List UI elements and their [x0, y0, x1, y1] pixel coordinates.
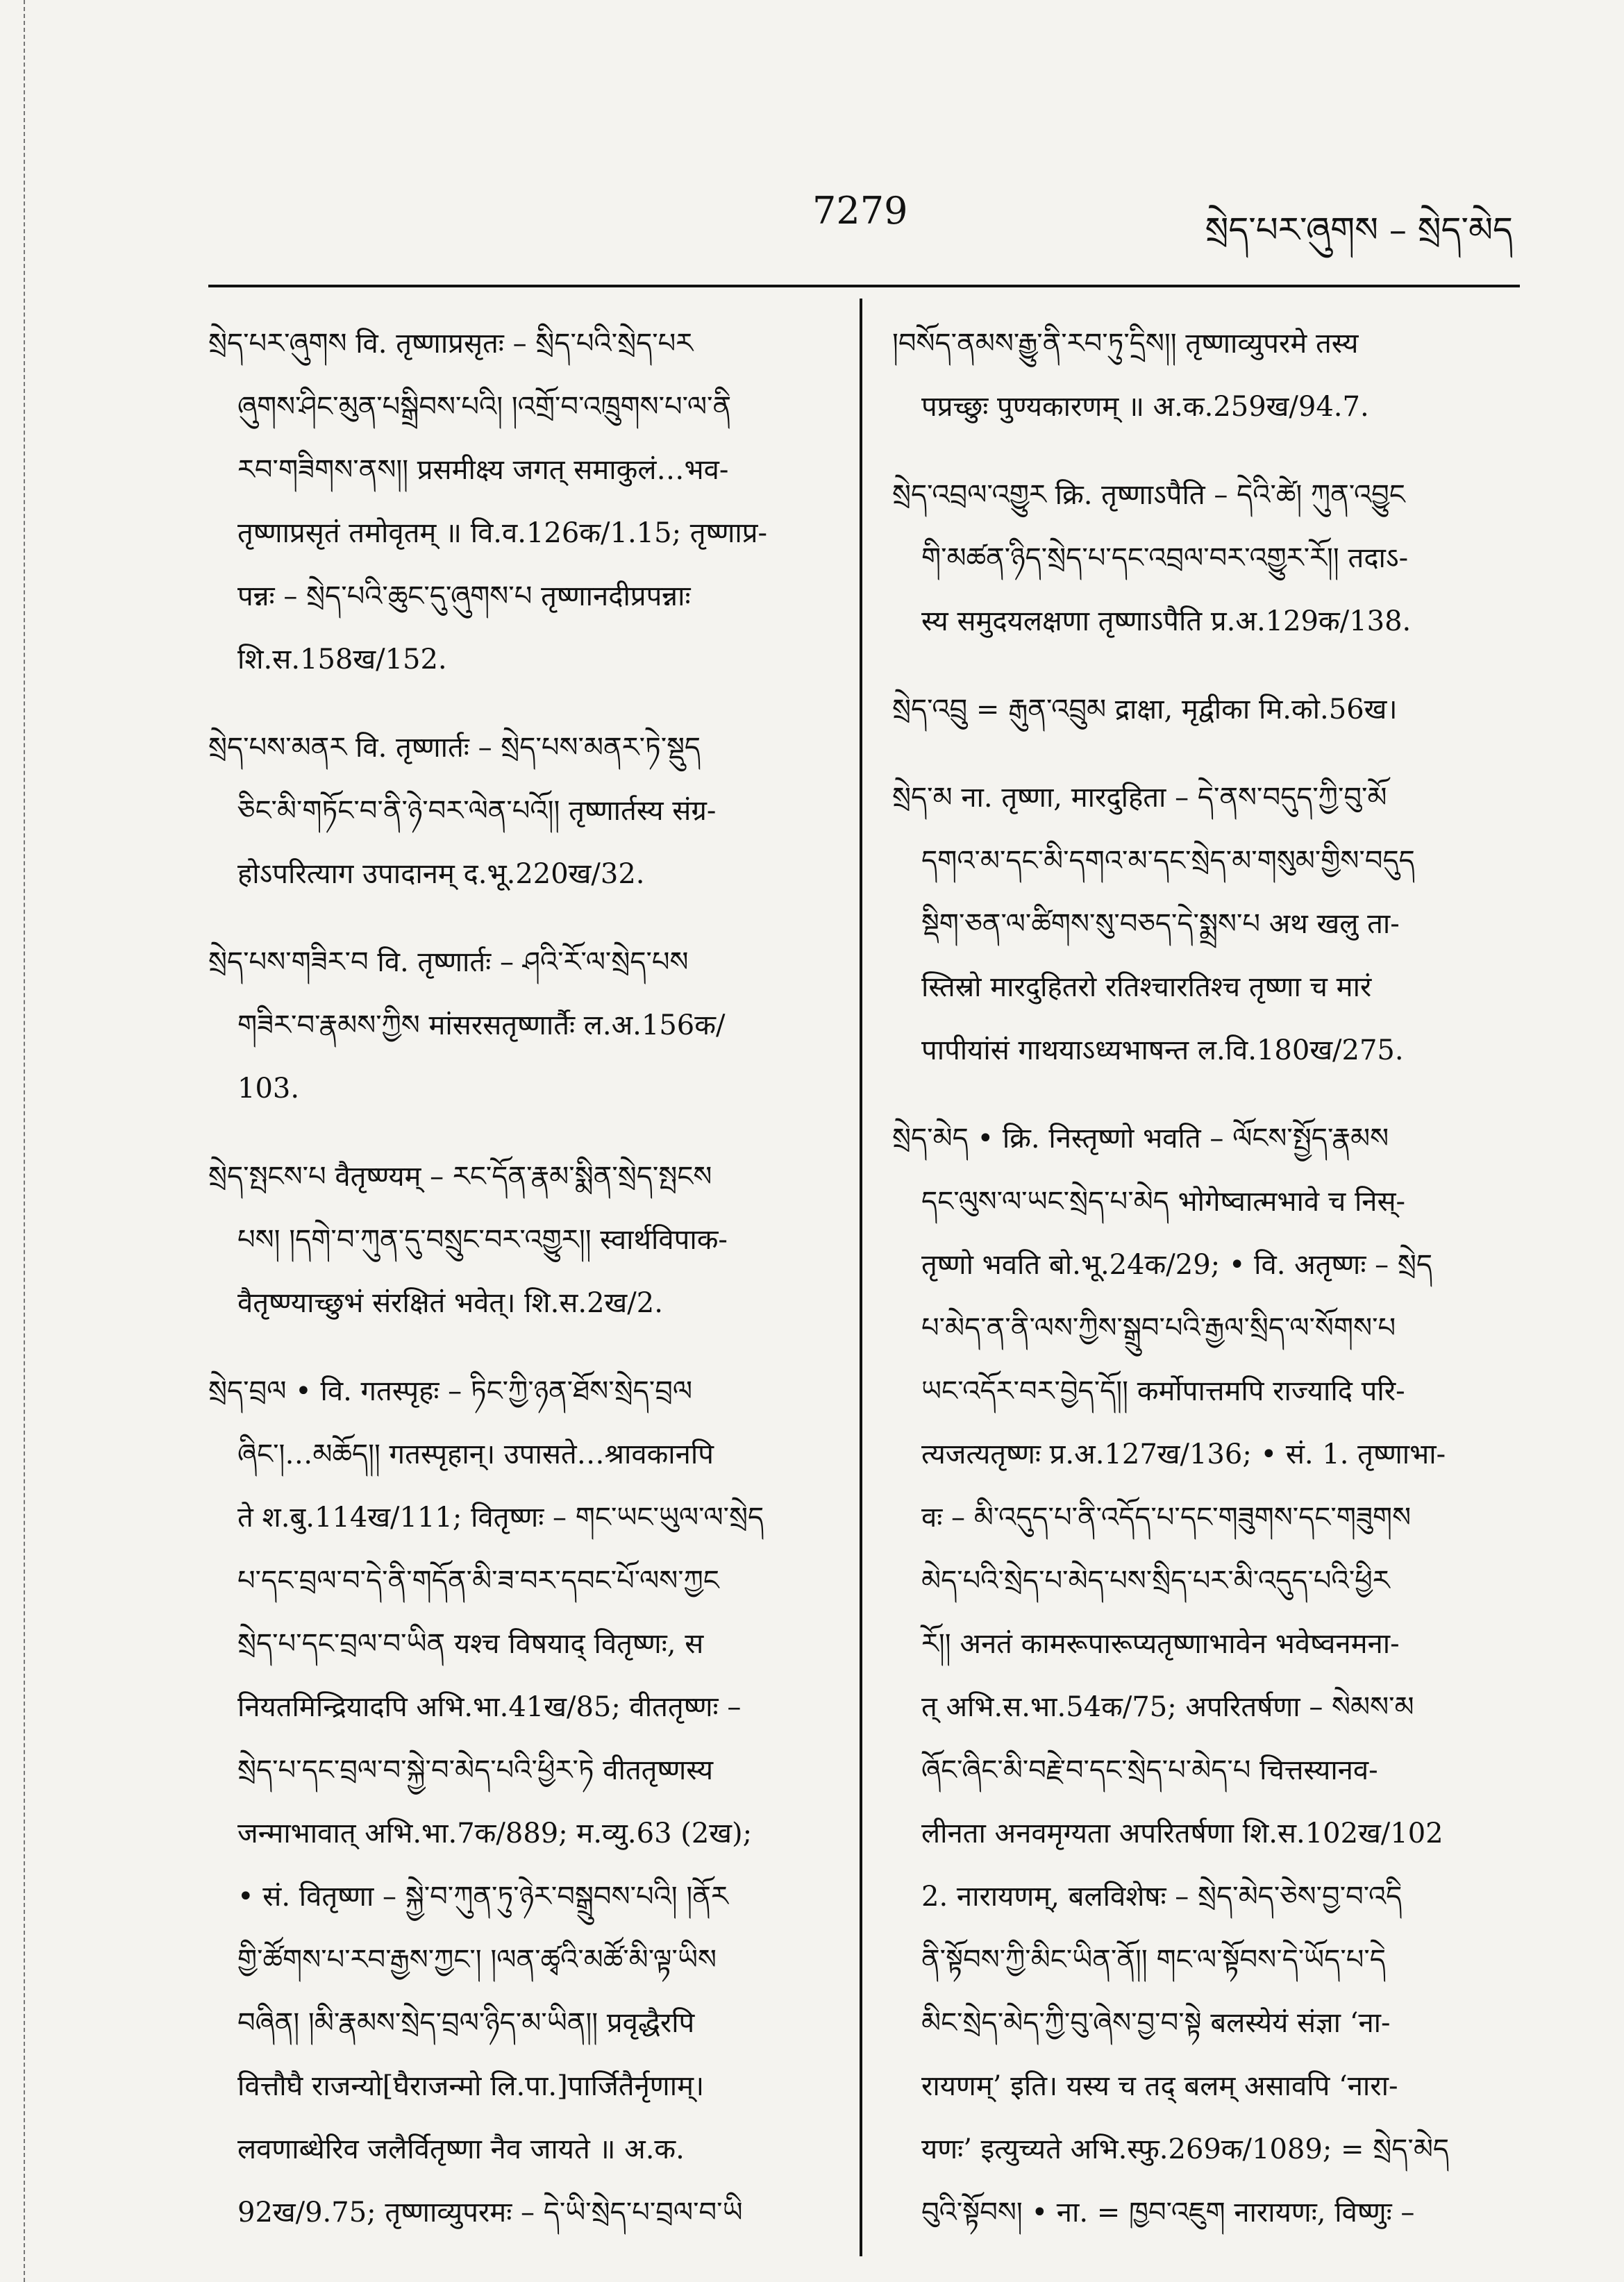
dictionary-entry: [892, 766, 1517, 1082]
entry-line: སྲེད་འབྲུ = རྒུན་འབྲུམ द्राक्षा, मृद्वीका मि.को.56ख।: [892, 694, 1398, 725]
entry-line: རོ།། अनतं कामरूपारूप्यतृष्णाभावेन भवेष्वनमना-: [921, 1628, 1400, 1660]
entry-line: नियतमिन्द्रियादपि अभि.भा.41ख/85; वीततृष्णः –: [237, 1691, 742, 1723]
dictionary-entry: [208, 716, 833, 906]
entry-line: शि.स.158ख/152.: [237, 644, 447, 676]
entry-line: ནི་སྟོབས་ཀྱི་མིང་ཡིན་ནོ།། གང་ལ་སྟོབས་དེ་ཡོད་པ་དེ: [921, 1944, 1386, 1976]
entry-line: སྲེད་པར་ཞུགས वि. तृष्णाप्रसृतः – སྲིད་པའི་སྲེད་པར: [208, 328, 694, 360]
running-head: སྲེད་པར་ཞུགས – སྲེད་མེད: [1205, 210, 1513, 250]
entry-line: དགའ་མ་དང་མི་དགའ་མ་དང་སྲེད་མ་གསུམ་གྱིས་བདུད: [921, 845, 1415, 877]
left-column: [208, 312, 833, 2270]
header-rule: [208, 285, 1520, 287]
entry-line: སྲེད་པ་དང་བྲལ་བ་ཡིན यश्च विषयाद् वितृष्णः, स: [237, 1628, 704, 1660]
entry-line: གྱི་ཚོགས་པ་རབ་རྒྱས་ཀྱང་། །ལན་ཚྭའི་མཚོ་མི་ལྟ་ཡིས: [237, 1944, 717, 1976]
page-header: [208, 189, 1513, 251]
entry-line: 103.: [237, 1073, 300, 1105]
entry-line: वैतृष्ण्याच्छुभं संरक्षितं भवेत्। शि.स.2ख/2.: [237, 1287, 663, 1319]
right-column: [892, 312, 1517, 2270]
entry-line: 2. नारायणम्, बलविशेषः – སྲེད་མེད་ཅེས་བྱ་བ་འདི: [921, 1881, 1403, 1913]
entry-line: །བསོད་ནམས་རྒྱུ་ནི་རབ་ཏུ་དྲིས།། तृष्णाव्युपरमे तस्य: [892, 328, 1359, 360]
entry-line: རབ་གཟིགས་ནས།། प्रसमीक्ष्य जगत् समाकुलं…भव-: [237, 454, 729, 486]
entry-line: སྡིག་ཅན་ལ་ཚིགས་སུ་བཅད་དེ་སྨྲས་པ अथ खलु ता-: [921, 908, 1400, 940]
entry-line: བཞིན། །མི་རྣམས་སྲེད་བྲལ་ཉིད་མ་ཡིན།། प्रवृद्धैरपि: [237, 2007, 695, 2039]
entry-line: ཡང་འདོར་བར་བྱེད་དོ།། कर्मोपात्तमपि राज्यादि परि-: [921, 1375, 1405, 1407]
entry-line: སྲེད་པ་དང་བྲལ་བ་སྐྱེ་བ་མེད་པའི་ཕྱིར་ཏེ वीततृष्णस्य: [237, 1754, 714, 1786]
entry-line: སྲེད་འབྲལ་འགྱུར क्रि. तृष्णाऽपैति – དེའི་ཚེ། ཀུན་འབྱུང: [892, 479, 1405, 511]
entry-line: མིང་སྲེད་མེད་ཀྱི་བུ་ཞེས་བྱ་བ་སྟེ बलस्येयं संज्ञा ‘ना-: [921, 2007, 1391, 2039]
page-number: 7279: [812, 189, 908, 233]
dictionary-entry: [208, 931, 833, 1121]
entry-line: पन्नः – སྲེད་པའི་ཆུང་དུ་ཞུགས་པ तृष्णानदीप्रपन्नाः: [237, 580, 691, 612]
entry-line: སྲེད་སྤངས་པ वैतृष्ण्यम् – རང་དོན་རྣམ་སྨིན་སྲེད་སྤངས: [208, 1161, 712, 1193]
entry-line: 92ख/9.75; तृष्णाव्युपरमः – དེ་ཡི་སྲེད་པ་བྲལ་བ་ཡི: [237, 2197, 743, 2229]
entry-line: སྲེད་མེད • क्रि. निस्तृष्णो भवति – ལོངས་སྤྱོད་རྣམས: [892, 1123, 1389, 1155]
entry-line: ཞུགས་ཤིང་མུན་པསྒྲིབས་པའི། །འགྲོ་བ་འཁྲུགས་པ་ལ་ནི: [237, 391, 732, 423]
entry-line: གི་མཚན་ཉིད་སྲེད་པ་དང་འབྲལ་བར་འགྱུར་རོ།། तदाऽ-: [921, 542, 1409, 574]
entry-line: ཅིང་མི་གཏོང་བ་ནི་ཉེ་བར་ལེན་པའོ།། तृष्णार्तस्य संग्र-: [237, 795, 717, 827]
entry-line: वः – མི་འདུད་པ་ནི་འདོད་པ་དང་གཟུགས་དང་གཟུགས: [921, 1502, 1412, 1534]
dictionary-entry: [892, 678, 1517, 741]
dictionary-entry: [892, 312, 1517, 439]
dictionary-entry: [208, 1146, 833, 1335]
dictionary-entry: [208, 1360, 833, 2245]
entry-line: སྲེད་པས་གཟིར་བ वि. तृष्णार्तः – ཤའི་རོ་ལ་སྲེད་པས: [208, 946, 689, 978]
entry-line: तृष्णो भवति बो.भू.24क/29; • वि. अतृष्णः – སྲེད: [921, 1249, 1433, 1281]
page-binding-edge: [0, 0, 25, 2282]
entry-line: ཞོང་ཞིང་མི་བརྗེ་བ་དང་སྲེད་པ་མེད་པ चित्तस्यानव-: [921, 1754, 1378, 1786]
entry-line: པ་དང་བྲལ་བ་དེ་ནི་གདོན་མི་ཟ་བར་དབང་པོ་ལས་ཀྱང: [237, 1565, 719, 1597]
entry-line: གཟིར་བ་རྣམས་ཀྱིས मांसरसतृष्णार्तैः ल.अ.156क/: [237, 1009, 726, 1041]
entry-line: • सं. वितृष्णा – སྐྱེ་བ་ཀུན་ཏུ་ཉེར་བསྒྲུབས་པའི། །ནོར: [237, 1881, 728, 1913]
dictionary-entry: [208, 312, 833, 691]
entry-line: མེད་པའི་སྲེད་པ་མེད་པས་སྲིད་པར་མི་འདུད་པའི་ཕྱིར: [921, 1565, 1390, 1597]
entry-line: रायणम्’ इति। यस्य च तद् बलम् असावपि ‘नारा-: [921, 2070, 1398, 2102]
entry-line: སྲེད་བྲལ • वि. गतस्पृहः – ཏིང་ཀྱི་ཉན་ཐོས་སྲེད་བྲལ: [208, 1375, 693, 1407]
entry-line: पापीयांसं गाथयाऽध्यभाषन्त ल.वि.180ख/275.: [921, 1034, 1404, 1066]
entry-line: སྲེད་མ ना. तृष्णा, मारदुहिता – དེ་ནས་བདུད་ཀྱི་བུ་མོ: [892, 782, 1387, 814]
entry-line: लीनता अनवमृग्यता अपरितर्षणा शि.स.102ख/102: [921, 1818, 1443, 1849]
entry-line: जन्माभावात् अभि.भा.7क/889; म.व्यु.63 (2ख);: [237, 1818, 753, 1849]
entry-line: लवणाब्धेरिव जलैर्वितृष्णा नैव जायते ॥ अ.क.: [237, 2133, 685, 2165]
entry-line: यणः’ इत्युच्यते अभि.स्फु.269क/1089; = སྲེད་མེད: [921, 2133, 1450, 2165]
dictionary-entry: [892, 1107, 1517, 2245]
entry-line: स्य समुदयलक्षणा तृष्णाऽपैति प्र.अ.129क/138.: [921, 605, 1412, 637]
entry-line: तृष्णाप्रसृतं तमोवृतम् ॥ वि.व.126क/1.15; तृष्णाप्र-: [237, 517, 768, 549]
entry-line: त् अभि.स.भा.54क/75; अपरितर्षणा – སེམས་མ: [921, 1691, 1414, 1723]
entry-line: པ་མེད་ན་ནི་ལས་ཀྱིས་སྒྲུབ་པའི་རྒྱལ་སྲིད་ལ་སོགས་པ: [921, 1312, 1396, 1344]
entry-line: त्यजत्यतृष्णः प्र.अ.127ख/136; • सं. 1. तृष्णाभा-: [921, 1438, 1446, 1470]
entry-line: होऽपरित्याग उपादानम् द.भू.220ख/32.: [237, 858, 645, 890]
entry-line: ते श.बु.114ख/111; वितृष्णः – གང་ཡང་ཡུལ་ལ་སྲེད: [237, 1502, 764, 1534]
entry-line: ཞིང་།…མཆོད།། गतस्पृहान्। उपासते…श्रावकानपि: [237, 1438, 714, 1470]
entry-line: स्तिस्रो मारदुहितरो रतिश्चारतिश्च तृष्णा च मारं: [921, 971, 1372, 1003]
entry-line: པས། །དགེ་བ་ཀུན་དུ་བསྲུང་བར་འགྱུར།། स्वार्थविपाक-: [237, 1224, 728, 1256]
entry-line: पप्रच्छुः पुण्यकारणम् ॥ अ.क.259ख/94.7.: [921, 391, 1369, 423]
column-divider: [860, 299, 862, 2256]
entry-line: དང་ལུས་ལ་ཡང་སྲེད་པ་མེད भोगेष्वात्मभावे च निस्-: [921, 1186, 1406, 1218]
entry-line: སྲེད་པས་མནར वि. तृष्णार्तः – སྲེད་པས་མནར་ཏེ་སྡུད: [208, 732, 701, 764]
entry-line: वित्तौघै राजन्यो[घैराजन्मो लि.पा.]पार्जितैर्नृणाम्।: [237, 2070, 705, 2102]
entry-line: བུའི་སྟོབས། • ना. = ཁྱབ་འཇུག नारायणः, विष्णुः –: [921, 2197, 1415, 2229]
dictionary-entry: [892, 464, 1517, 653]
